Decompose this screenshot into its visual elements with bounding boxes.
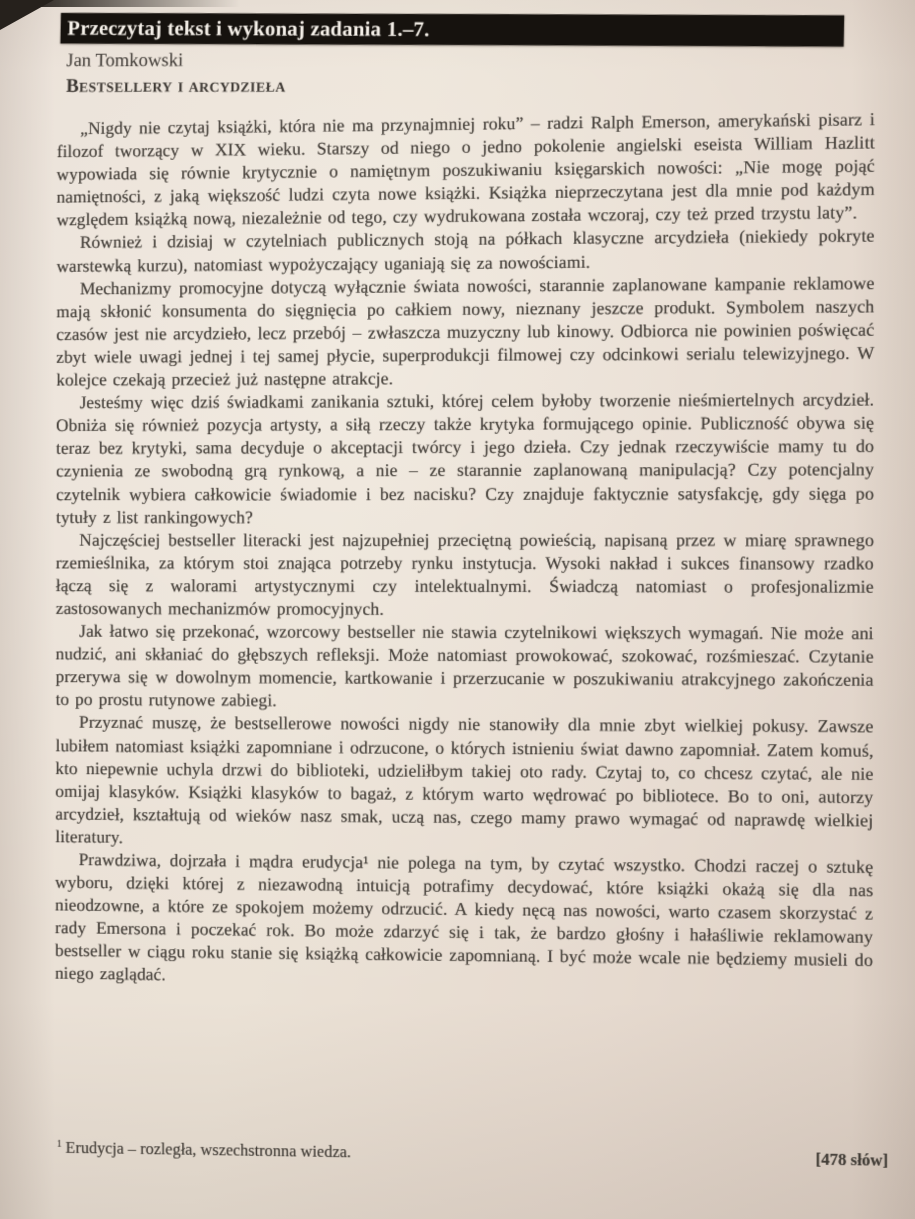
footnote-text: Erudycja – rozległa, wszechstronna wiedza. (65, 1137, 352, 1162)
photo-top-edge-shadow (0, 0, 240, 7)
footnote-marker: 1 (56, 1138, 62, 1150)
paragraph-4: Jesteśmy więc dziś świadkami zanikania sztuki, której celem byłoby tworzenie nieśmiertelnych arcydzieł. Obniża się również pozycja artysty, a siłą rzeczy także krytyka formującego opinie. Publiczność obywa się teraz bez krytyki, sama decyduje o akceptacji twórcy i jego dzieła. Czy jednak rzeczywiście mamy tu do czynienia ze swobodną grą rynkową, a nie – ze starannie zaplanowaną manipulacją? Czy potencjalny czytelnik wybiera całkowicie świadomie i bez nacisku? Czy znajduje faktycznie satysfakcję, gdy sięga po tytuły z list rankingowych? (55, 389, 875, 527)
paragraph-6: Jak łatwo się przekonać, wzorcowy bestseller nie stawia czytelnikowi większych wymagań. Nie może ani nudzić, ani skłaniać do głębszych refleksji. Może natomiast prowokować, szokować, rozśmieszać. Czytanie przerywa się w dowolnym momencie, kartkowanie i przerzucanie w poszukiwaniu atrakcyjnego zakończenia to po prostu rutynowe zabiegi. (55, 620, 874, 711)
paragraph-2: Również i dzisiaj w czytelniach publicznych stoją na półkach klasyczne arcydzieła (niekiedy pokryte warstewką kurzu), natomiast wypożyczający uganiają się za nowościami. (56, 225, 875, 276)
word-count: [478 słów] (815, 1149, 889, 1170)
reading-passage (55, 108, 875, 996)
paragraph-3: Mechanizmy promocyjne dotyczą wyłącznie świata nowości, starannie zaplanowane kampanie reklamowe mają skłonić konsumenta do sięgnięcia po całkiem nowy, nieznany jeszcze produkt. Symbolem naszych czasów jest nie arcydzieło, lecz przebój – zwłaszcza muzyczny lub kinowy. Odbiorca nie powinien poświęcać zbyt wiele uwagi jednej i tej samej płycie, superprodukcji filmowej czy odcinkowi serialu telewizyjnego. W kolejce czekają przecież już następne atrakcje. (56, 272, 875, 390)
author-name: Jan Tomkowski (66, 50, 184, 72)
byline-block (66, 49, 286, 99)
paragraph-7: Przyznać muszę, że bestsellerowe nowości nigdy nie stanowiły dla mnie zbyt wielkiej pokusy. Zawsze lubiłem natomiast książki zapomniane i odrzucone, o których istnieniu świat dawno zapomniał. Zatem komuś, kto niepewnie uchyla drzwi do biblioteki, udzieliłbym takiej oto rady. Czytaj to, co chcesz czytać, ale nie omijaj klasyków. Książki klasyków to bagaż, z którym warto wędrować po bibliotece. Bo to oni, autorzy arcydzieł, kształtują od wieków nasz smak, uczą nas, czego mamy prawo wymagać od naprawdę wielkiej literatury. (55, 712, 874, 847)
paragraph-1: „Nigdy nie czytaj książki, która nie ma przynajmniej roku” – radzi Ralph Emerson, amerykański pisarz i filozof tworzący w XIX wieku. Starszy od niego o jedno pokolenie angielski eseista William Hazlitt wypowiada się równie krytycznie o namiętnym poszukiwaniu księgarskich nowości: „Nie mogę pojąć namiętności, z jaką większość ludzi czyta nowe książki. Książka nieprzeczytana jest dla mnie pod każdym względem książką nową, niezależnie od tego, czy wydrukowana została wczoraj, czy też przed trzystu laty”. (56, 108, 875, 230)
article-title: Bestsellery i arcydzieła (65, 75, 286, 97)
instruction-banner-text: Przeczytaj tekst i wykonaj zadania 1.–7. (67, 15, 430, 41)
instruction-banner (60, 13, 844, 47)
page-content (6, 0, 915, 1219)
paragraph-8: Prawdziwa, dojrzała i mądra erudycja¹ nie polega na tym, by czytać wszystko. Chodzi raczej o sztukę wyboru, dzięki której z niezawodną intuicją potrafimy decydować, które książki okażą się dla nas nieodzowne, a które ze spokojem możemy odrzucić. A kiedy nęcą nas nowości, warto czasem skorzystać z rady Emersona i poczekać rok. Bo może zdarzyć się i tak, że bardzo głośny i hałaśliwie reklamowany bestseller w ciągu roku stanie się książką całkowicie zapomnianą. I być może wcale nie będziemy musieli do niego zaglądać. (54, 849, 874, 985)
footnote (57, 1138, 351, 1162)
page-footer (57, 1138, 888, 1171)
paragraph-5: Najczęściej bestseller literacki jest najzupełniej przeciętną powieścią, napisaną przez w miarę sprawnego rzemieślnika, za którym stoi znająca potrzeby rynku instytucja. Wysoki nakład i sukces finansowy rzadko łączą się z walorami artystycznymi czy intelektualnymi. Świadczą natomiast o profesjonalizmie zastosowanych mechanizmów promocyjnych. (55, 529, 874, 619)
